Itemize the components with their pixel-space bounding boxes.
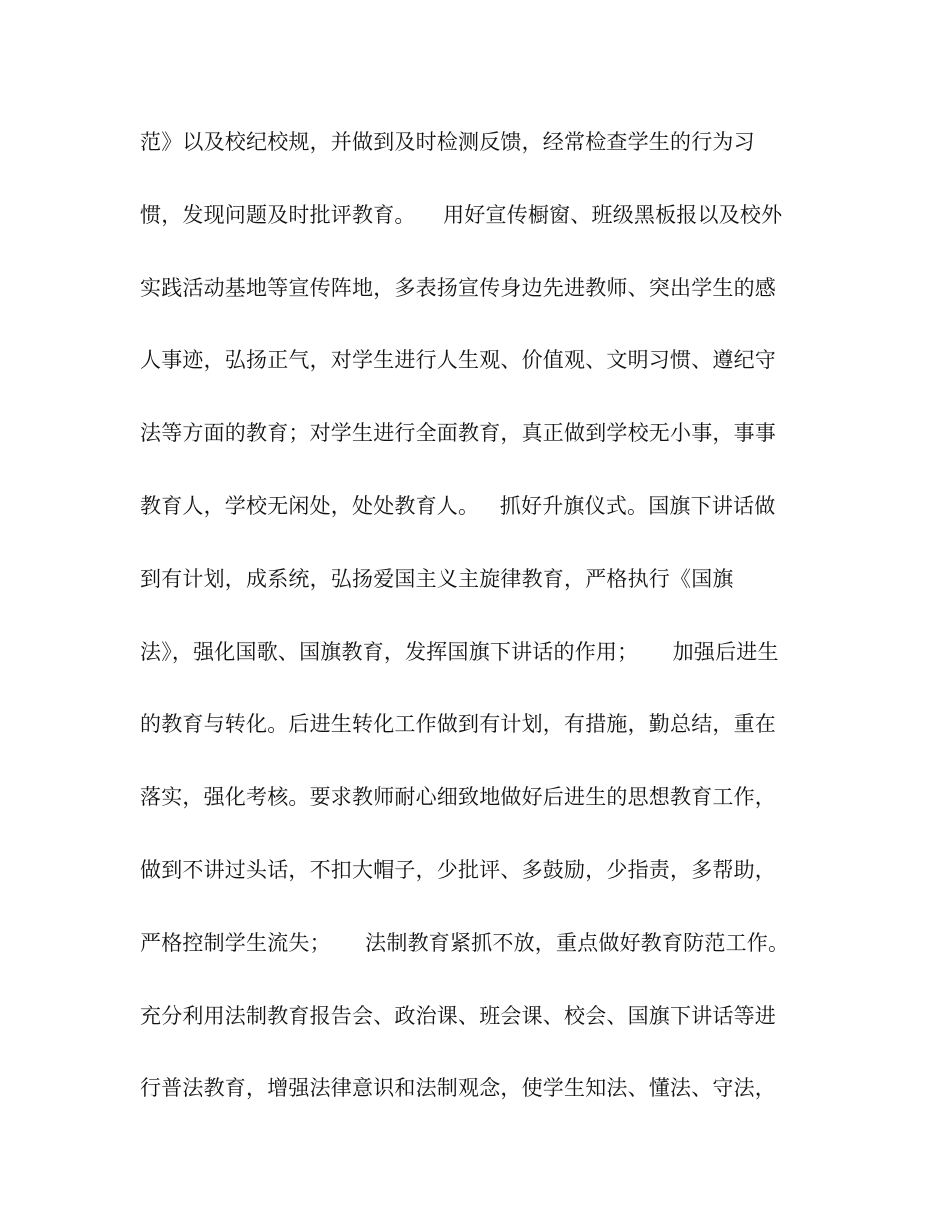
text-line: 的教育与转化。后进生转化工作做到有计划，有措施，勤总结，重在 [140,712,776,737]
text-line: 充分利用法制教育报告会、政治课、班会课、校会、国旗下讲话等进 [140,1003,776,1028]
text-line: 范》以及校纪校规，并做到及时检测反馈，经常检查学生的行为习 [140,130,755,154]
text-line: 惯，发现问题及时批评教育。 用好宣传橱窗、班级黑板报以及校外 [140,202,783,227]
text-line: 教育人，学校无闲处，处处教育人。 抓好升旗仪式。国旗下讲话做 [140,493,776,518]
text-line: 法等方面的教育；对学生进行全面教育，真正做到学校无小事，事事 [140,421,776,446]
text-line: 法》，强化国歌、国旗教育，发挥国旗下讲话的作用； 加强后进生 [140,639,779,664]
text-line: 行普法教育，增强法律意识和法制观念，使学生知法、懂法、守法， [140,1076,776,1101]
text-line: 实践活动基地等宣传阵地，多表扬宣传身边先进教师、突出学生的感 [140,275,776,300]
text-line: 到有计划，成系统，弘扬爱国主义主旋律教育，严格执行《国旗 [140,566,734,591]
text-line: 严格控制学生流失； 法制教育紧抓不放，重点做好教育防范工作。 [140,930,790,955]
body-text [140,120,810,1139]
text-line: 做到不讲过头话，不扣大帽子，少批评、多鼓励，少指责，多帮助， [140,857,776,882]
text-line: 人事迹，弘扬正气，对学生进行人生观、价值观、文明习惯、遵纪守 [140,348,776,373]
text-line: 落实，强化考核。要求教师耐心细致地做好后进生的思想教育工作， [140,785,776,810]
